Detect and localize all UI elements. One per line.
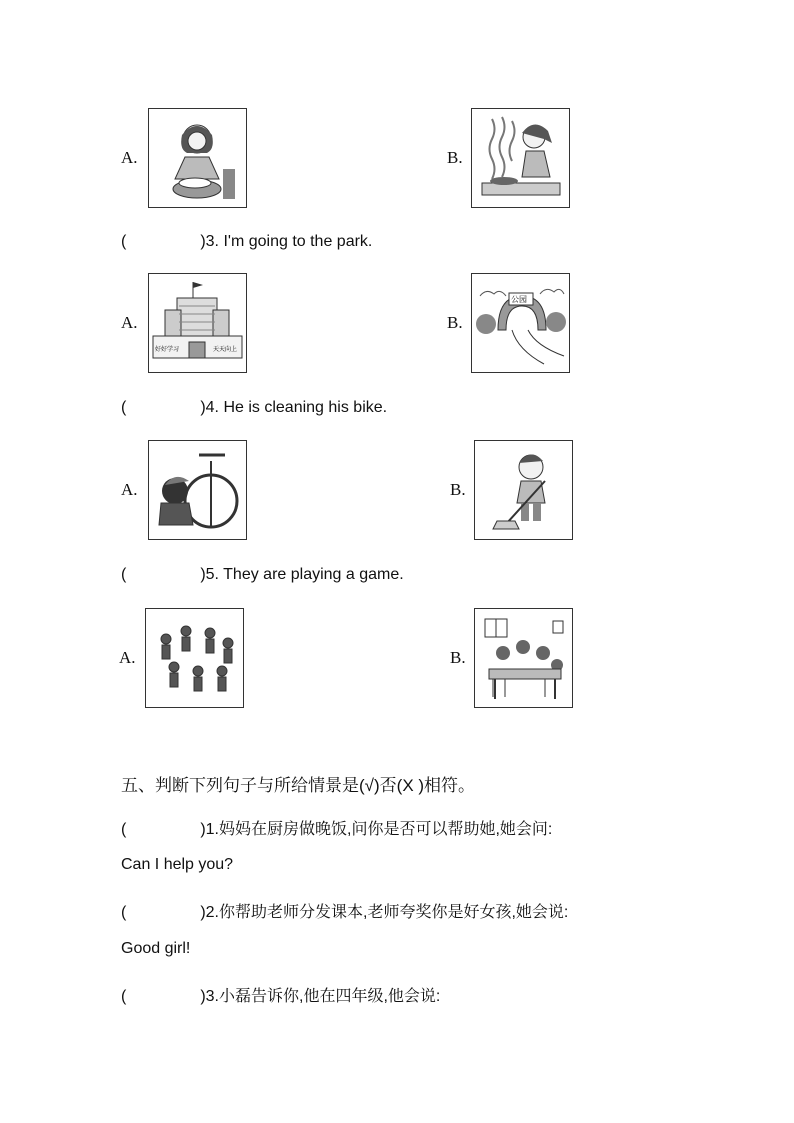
option-b-label: B. <box>450 480 466 499</box>
picture-kids-playing <box>145 608 244 708</box>
question-5-text: )5. They are playing a game. <box>200 566 404 583</box>
picture-boy-bike <box>148 440 247 540</box>
picture-family-dinner <box>474 608 573 708</box>
picture-girl-washing <box>148 108 247 208</box>
judge-item-3: ( )3.小磊告诉你,他在四年级,他会说: <box>121 988 441 1005</box>
option-a-label: A. <box>119 648 136 667</box>
question-3-text: )3. I'm going to the park. <box>200 233 373 250</box>
judge-item-3-text: )3.小磊告诉你,他在四年级,他会说: <box>200 988 441 1005</box>
judge-item-2: ( )2.你帮助老师分发课本,老师夸奖你是好女孩,她会说: <box>121 904 569 921</box>
option-a-label: A. <box>121 148 138 167</box>
question-4: ( )4. He is cleaning his bike. <box>121 399 388 416</box>
question-4-text: )4. He is cleaning his bike. <box>200 399 388 416</box>
picture-boy-sweeping <box>474 440 573 540</box>
option-a-label: A. <box>121 313 138 332</box>
picture-park <box>471 273 570 373</box>
picture-school <box>148 273 247 373</box>
option-a-label: A. <box>121 480 138 499</box>
school-banner-left: 好好学习 <box>155 346 180 353</box>
picture-girl-cooking <box>471 108 570 208</box>
section-5-title: 五、判断下列句子与所给情景是(√)否(X )相符。 <box>121 776 476 795</box>
question-5: ( )5. They are playing a game. <box>121 566 404 583</box>
judge-item-1-answer: Can I help you? <box>121 856 234 873</box>
judge-item-2-answer: Good girl! <box>121 940 191 957</box>
park-sign-text: 公园 <box>511 295 527 304</box>
judge-item-1: ( )1.妈妈在厨房做晚饭,问你是否可以帮助她,她会问: <box>121 821 553 838</box>
school-banner-right: 天天向上 <box>213 346 238 353</box>
option-b-label: B. <box>447 148 463 167</box>
judge-item-2-text: )2.你帮助老师分发课本,老师夸奖你是好女孩,她会说: <box>200 904 569 921</box>
option-b-label: B. <box>447 313 463 332</box>
question-3: ( )3. I'm going to the park. <box>121 233 373 250</box>
option-b-label: B. <box>450 648 466 667</box>
judge-item-1-text: )1.妈妈在厨房做晚饭,问你是否可以帮助她,她会问: <box>200 821 553 838</box>
